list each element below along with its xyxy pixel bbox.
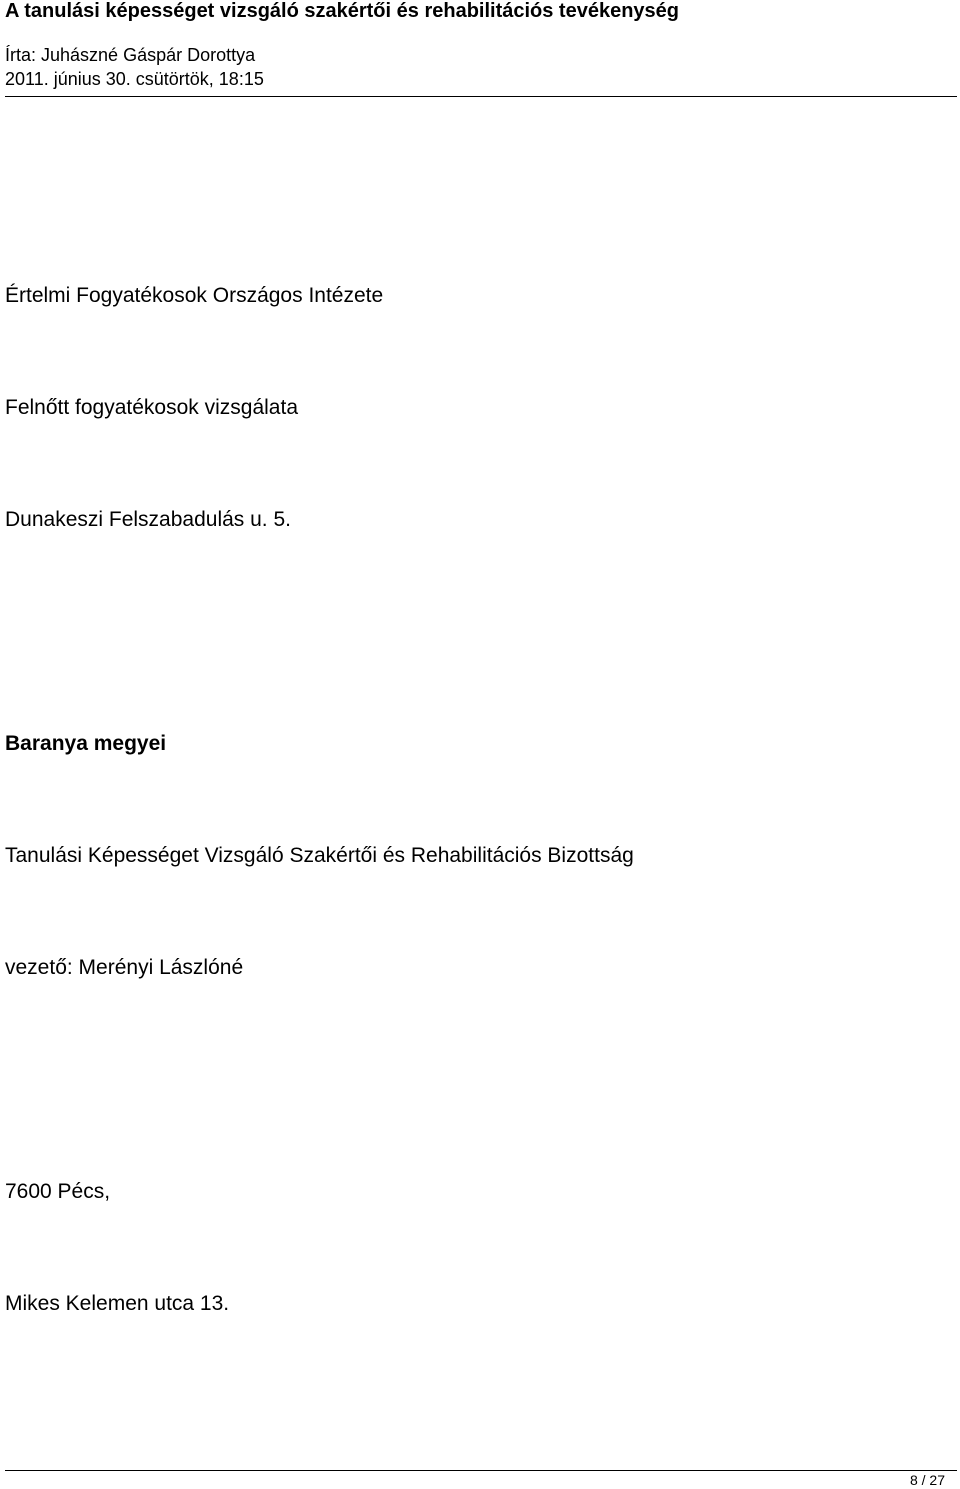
page-footer — [5, 1470, 957, 1488]
county-heading: Baranya megyei — [5, 732, 167, 755]
document-title: A tanulási képességet vizsgáló szakértői és rehabilitációs tevékenység — [5, 0, 680, 22]
page-number: 8 / 27 — [909, 1472, 945, 1488]
committee-street: Mikes Kelemen utca 13. — [5, 1292, 230, 1315]
institute-department: Felnőtt fogyatékosok vizsgálata — [5, 396, 298, 419]
committee-name: Tanulási Képességet Vizsgáló Szakértői és Rehabilitációs Bizottság — [5, 844, 634, 867]
page-header — [5, 0, 957, 97]
document-date: 2011. június 30. csütörtök, 18:15 — [5, 69, 264, 89]
committee-city: 7600 Pécs, — [5, 1180, 111, 1203]
institute-address: Dunakeszi Felszabadulás u. 5. — [5, 508, 291, 531]
committee-leader: vezető: Merényi Lászlóné — [5, 956, 244, 979]
document-author: Írta: Juhászné Gáspár Dorottya — [5, 45, 256, 65]
institute-name: Értelmi Fogyatékosok Országos Intézete — [5, 284, 384, 307]
